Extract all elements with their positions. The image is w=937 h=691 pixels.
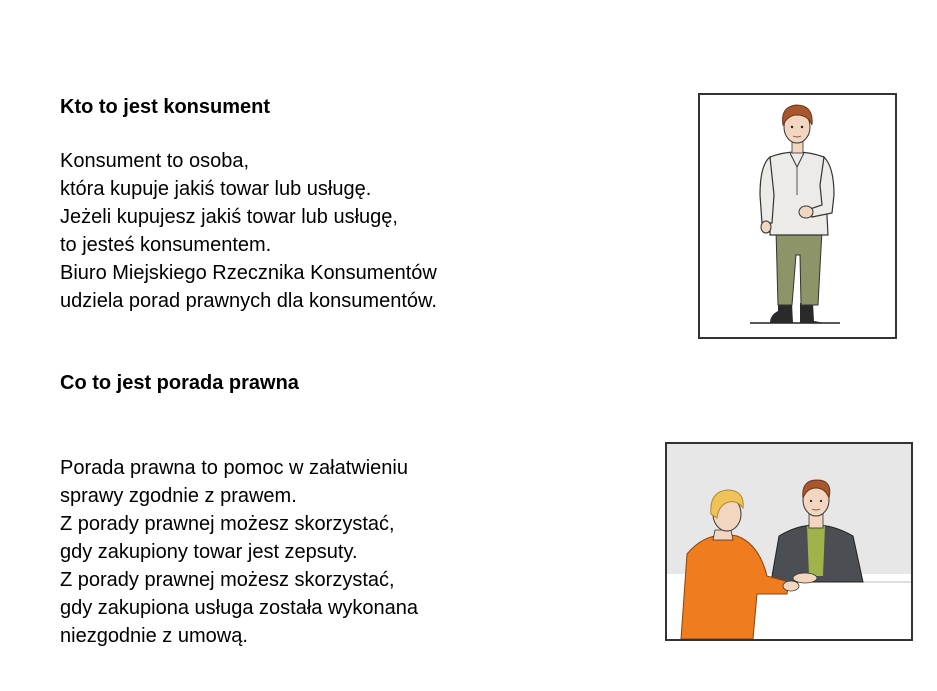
paragraph-line: to jesteś konsumentem.	[60, 234, 272, 256]
paragraph-consumer	[60, 147, 437, 315]
consultation-illustration	[665, 442, 913, 641]
consumer-illustration	[698, 93, 897, 339]
paragraph-line: gdy zakupiona usługa została wykonana	[60, 597, 419, 619]
paragraph-line: Porada prawna to pomoc w załatwieniu	[60, 457, 408, 479]
legal-consultation-icon	[667, 444, 911, 639]
paragraph-line: Z porady prawnej możesz skorzystać,	[60, 569, 395, 591]
paragraph-line: niezgodnie z umową.	[60, 625, 248, 647]
paragraph-legal-advice	[60, 454, 418, 650]
paragraph-line: sprawy zgodnie z prawem.	[60, 485, 297, 507]
paragraph-line: Biuro Miejskiego Rzecznika Konsumentów	[60, 262, 437, 284]
heading-consumer: Kto to jest konsument	[60, 96, 271, 118]
standing-man-icon	[700, 95, 895, 337]
paragraph-line: Z porady prawnej możesz skorzystać,	[60, 513, 395, 535]
paragraph-line: udziela porad prawnych dla konsumentów.	[60, 290, 437, 312]
heading-legal-advice: Co to jest porada prawna	[60, 372, 299, 394]
paragraph-line: Konsument to osoba,	[60, 150, 250, 172]
paragraph-line: która kupuje jakiś towar lub usługę.	[60, 178, 372, 200]
paragraph-line: Jeżeli kupujesz jakiś towar lub usługę,	[60, 206, 398, 228]
paragraph-line: gdy zakupiony towar jest zepsuty.	[60, 541, 358, 563]
